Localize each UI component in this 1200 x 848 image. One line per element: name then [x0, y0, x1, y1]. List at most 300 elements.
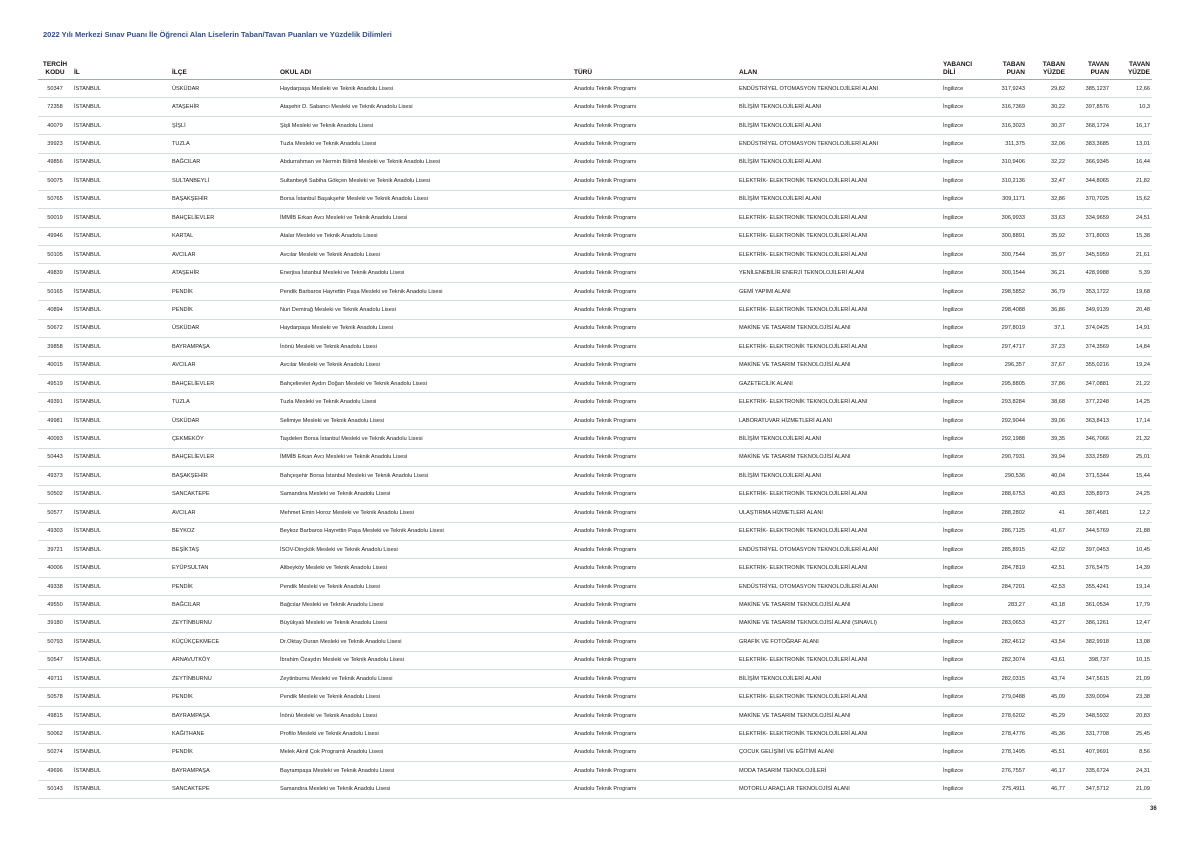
cell-alan: GAZETECİLİK ALANI: [737, 375, 941, 393]
cell-taban-puan: 316,7369: [983, 98, 1027, 116]
cell-taban-yuzde: 40,04: [1027, 467, 1067, 485]
cell-tercih-kodu: 49550: [38, 596, 72, 614]
cell-taban-yuzde: 43,61: [1027, 651, 1067, 669]
cell-tercih-kodu: 50019: [38, 209, 72, 227]
cell-yabanci-dili: İngilizce: [941, 264, 983, 282]
cell-okul-adi: Tuzla Mesleki ve Teknik Anadolu Lisesi: [278, 393, 572, 411]
table-row: [38, 135, 1152, 153]
table-row: [38, 338, 1152, 356]
cell-tavan-yuzde: 19,14: [1111, 577, 1152, 595]
cell-tavan-yuzde: 14,25: [1111, 393, 1152, 411]
cell-taban-yuzde: 32,47: [1027, 172, 1067, 190]
cell-taban-puan: 310,2136: [983, 172, 1027, 190]
cell-taban-puan: 290,7931: [983, 448, 1027, 466]
table-row: [38, 98, 1152, 116]
cell-il: İSTANBUL: [72, 559, 170, 577]
cell-okul-adi: Atalar Mesleki ve Teknik Anadolu Lisesi: [278, 227, 572, 245]
cell-tercih-kodu: 50502: [38, 485, 72, 503]
cell-taban-yuzde: 41: [1027, 504, 1067, 522]
cell-il: İSTANBUL: [72, 762, 170, 780]
cell-yabanci-dili: İngilizce: [941, 172, 983, 190]
table-row: [38, 153, 1152, 171]
cell-ilce: BEŞİKTAŞ: [170, 540, 278, 558]
cell-tavan-puan: 377,2248: [1067, 393, 1111, 411]
cell-ilce: BEYKOZ: [170, 522, 278, 540]
cell-yabanci-dili: İngilizce: [941, 375, 983, 393]
cell-alan: ELEKTRİK- ELEKTRONİK TEKNOLOJİLERİ ALANI: [737, 393, 941, 411]
cell-tavan-puan: 371,8003: [1067, 227, 1111, 245]
cell-turu: Anadolu Teknik Programı: [572, 651, 737, 669]
cell-taban-yuzde: 40,83: [1027, 485, 1067, 503]
cell-tercih-kodu: 50443: [38, 448, 72, 466]
cell-taban-puan: 296,357: [983, 356, 1027, 374]
cell-okul-adi: Avcılar Mesleki ve Teknik Anadolu Lisesi: [278, 356, 572, 374]
cell-taban-yuzde: 45,36: [1027, 725, 1067, 743]
cell-yabanci-dili: İngilizce: [941, 706, 983, 724]
cell-okul-adi: İMMİB Erkan Avcı Mesleki ve Teknik Anadolu Lisesi: [278, 448, 572, 466]
cell-il: İSTANBUL: [72, 172, 170, 190]
cell-taban-puan: 292,9044: [983, 411, 1027, 429]
cell-taban-yuzde: 37,67: [1027, 356, 1067, 374]
cell-ilce: PENDİK: [170, 577, 278, 595]
cell-tavan-puan: 407,9691: [1067, 743, 1111, 761]
cell-tavan-puan: 387,4681: [1067, 504, 1111, 522]
cell-tavan-yuzde: 10,15: [1111, 651, 1152, 669]
col-header-yabanci-dili: YABANCI DİLİ: [941, 55, 983, 80]
cell-alan: ELEKTRİK- ELEKTRONİK TEKNOLOJİLERİ ALANI: [737, 209, 941, 227]
cell-tavan-yuzde: 12,2: [1111, 504, 1152, 522]
cell-tavan-yuzde: 12,47: [1111, 614, 1152, 632]
cell-turu: Anadolu Teknik Programı: [572, 706, 737, 724]
cell-turu: Anadolu Teknik Programı: [572, 319, 737, 337]
cell-tercih-kodu: 49946: [38, 227, 72, 245]
cell-il: İSTANBUL: [72, 245, 170, 263]
table-row: [38, 116, 1152, 134]
cell-ilce: ÜSKÜDAR: [170, 319, 278, 337]
table-row: [38, 780, 1152, 798]
cell-okul-adi: Taşdelen Borsa İstanbul Mesleki ve Teknik Anadolu Lisesi: [278, 430, 572, 448]
cell-turu: Anadolu Teknik Programı: [572, 448, 737, 466]
cell-yabanci-dili: İngilizce: [941, 282, 983, 300]
cell-taban-yuzde: 45,51: [1027, 743, 1067, 761]
cell-il: İSTANBUL: [72, 116, 170, 134]
cell-turu: Anadolu Teknik Programı: [572, 209, 737, 227]
cell-il: İSTANBUL: [72, 467, 170, 485]
cell-yabanci-dili: İngilizce: [941, 522, 983, 540]
table-row: [38, 688, 1152, 706]
cell-yabanci-dili: İngilizce: [941, 153, 983, 171]
cell-tavan-puan: 376,5475: [1067, 559, 1111, 577]
cell-okul-adi: Sultanbeyli Sabiha Gökçen Mesleki ve Teknik Anadolu Lisesi: [278, 172, 572, 190]
cell-tercih-kodu: 39923: [38, 135, 72, 153]
cell-tavan-yuzde: 10,45: [1111, 540, 1152, 558]
cell-taban-yuzde: 36,86: [1027, 301, 1067, 319]
cell-ilce: TUZLA: [170, 135, 278, 153]
cell-ilce: PENDİK: [170, 743, 278, 761]
cell-tavan-puan: 335,6724: [1067, 762, 1111, 780]
cell-tavan-puan: 363,8413: [1067, 411, 1111, 429]
table-row: [38, 725, 1152, 743]
cell-tavan-puan: 347,0881: [1067, 375, 1111, 393]
cell-il: İSTANBUL: [72, 596, 170, 614]
cell-ilce: AVCILAR: [170, 504, 278, 522]
table-row: [38, 80, 1152, 98]
cell-tavan-puan: 355,4241: [1067, 577, 1111, 595]
cell-ilce: BAYRAMPAŞA: [170, 706, 278, 724]
cell-turu: Anadolu Teknik Programı: [572, 301, 737, 319]
cell-ilce: ZEYTİNBURNU: [170, 670, 278, 688]
cell-il: İSTANBUL: [72, 264, 170, 282]
cell-yabanci-dili: İngilizce: [941, 338, 983, 356]
cell-turu: Anadolu Teknik Programı: [572, 190, 737, 208]
cell-alan: MAKİNE VE TASARIM TEKNOLOJİSİ ALANI: [737, 706, 941, 724]
cell-yabanci-dili: İngilizce: [941, 743, 983, 761]
cell-alan: ELEKTRİK- ELEKTRONİK TEKNOLOJİLERİ ALANI: [737, 725, 941, 743]
cell-yabanci-dili: İngilizce: [941, 98, 983, 116]
cell-taban-yuzde: 39,94: [1027, 448, 1067, 466]
cell-tavan-yuzde: 14,84: [1111, 338, 1152, 356]
cell-ilce: BAHÇELİEVLER: [170, 448, 278, 466]
cell-il: İSTANBUL: [72, 282, 170, 300]
cell-taban-yuzde: 42,02: [1027, 540, 1067, 558]
cell-yabanci-dili: İngilizce: [941, 559, 983, 577]
cell-ilce: PENDİK: [170, 282, 278, 300]
page-title: 2022 Yılı Merkezi Sınav Puanı İle Öğrenci Alan Liselerin Taban/Tavan Puanları ve Yüzdelik Dilimleri: [43, 30, 392, 39]
col-header-tavan-yuzde: TAVAN YÜZDE: [1111, 55, 1152, 80]
cell-turu: Anadolu Teknik Programı: [572, 135, 737, 153]
cell-okul-adi: Mehmet Emin Horoz Mesleki ve Teknik Anadolu Lisesi: [278, 504, 572, 522]
cell-yabanci-dili: İngilizce: [941, 614, 983, 632]
cell-tavan-yuzde: 24,25: [1111, 485, 1152, 503]
cell-tercih-kodu: 50347: [38, 80, 72, 98]
cell-okul-adi: Abdurrahman ve Nermin Bilimli Mesleki ve Teknik Anadolu Lisesi: [278, 153, 572, 171]
cell-okul-adi: İbrahim Özaydın Mesleki ve Teknik Anadolu Lisesi: [278, 651, 572, 669]
cell-yabanci-dili: İngilizce: [941, 319, 983, 337]
cell-turu: Anadolu Teknik Programı: [572, 430, 737, 448]
cell-tavan-yuzde: 15,38: [1111, 227, 1152, 245]
cell-turu: Anadolu Teknik Programı: [572, 577, 737, 595]
table-row: [38, 706, 1152, 724]
cell-tavan-puan: 374,0425: [1067, 319, 1111, 337]
cell-taban-yuzde: 39,06: [1027, 411, 1067, 429]
cell-tavan-puan: 335,8973: [1067, 485, 1111, 503]
cell-turu: Anadolu Teknik Programı: [572, 670, 737, 688]
cell-turu: Anadolu Teknik Programı: [572, 282, 737, 300]
col-header-il: İL: [72, 55, 170, 80]
cell-tavan-puan: 347,5615: [1067, 670, 1111, 688]
cell-okul-adi: Ataşehir D. Sabancı Mesleki ve Teknik Anadolu Lisesi: [278, 98, 572, 116]
cell-tavan-puan: 347,5712: [1067, 780, 1111, 798]
cell-taban-puan: 288,6753: [983, 485, 1027, 503]
cell-taban-yuzde: 46,77: [1027, 780, 1067, 798]
table-row: [38, 375, 1152, 393]
cell-okul-adi: Pendik Mesleki ve Teknik Anadolu Lisesi: [278, 688, 572, 706]
cell-tercih-kodu: 40006: [38, 559, 72, 577]
cell-tavan-puan: 371,5344: [1067, 467, 1111, 485]
col-header-alan: ALAN: [737, 55, 941, 80]
cell-ilce: TUZLA: [170, 393, 278, 411]
cell-tercih-kodu: 50547: [38, 651, 72, 669]
cell-taban-puan: 279,0488: [983, 688, 1027, 706]
cell-turu: Anadolu Teknik Programı: [572, 411, 737, 429]
table-row: [38, 301, 1152, 319]
table-row: [38, 356, 1152, 374]
cell-yabanci-dili: İngilizce: [941, 651, 983, 669]
cell-taban-yuzde: 36,21: [1027, 264, 1067, 282]
cell-ilce: KÜÇÜKÇEKMECE: [170, 633, 278, 651]
cell-tercih-kodu: 50274: [38, 743, 72, 761]
cell-turu: Anadolu Teknik Programı: [572, 504, 737, 522]
cell-okul-adi: Pendik Mesleki ve Teknik Anadolu Lisesi: [278, 577, 572, 595]
cell-yabanci-dili: İngilizce: [941, 596, 983, 614]
cell-alan: ENDÜSTRİYEL OTOMASYON TEKNOLOJİLERİ ALANI: [737, 135, 941, 153]
cell-tavan-yuzde: 21,82: [1111, 172, 1152, 190]
cell-tercih-kodu: 49391: [38, 393, 72, 411]
cell-turu: Anadolu Teknik Programı: [572, 725, 737, 743]
cell-okul-adi: Alibeyköy Mesleki ve Teknik Anadolu Lisesi: [278, 559, 572, 577]
cell-tavan-puan: 353,1722: [1067, 282, 1111, 300]
cell-il: İSTANBUL: [72, 670, 170, 688]
cell-turu: Anadolu Teknik Programı: [572, 264, 737, 282]
cell-tavan-puan: 355,0216: [1067, 356, 1111, 374]
cell-tavan-yuzde: 21,61: [1111, 245, 1152, 263]
cell-taban-puan: 282,0315: [983, 670, 1027, 688]
cell-il: İSTANBUL: [72, 430, 170, 448]
cell-ilce: KARTAL: [170, 227, 278, 245]
cell-taban-yuzde: 33,63: [1027, 209, 1067, 227]
cell-okul-adi: İMMİB Erkan Avcı Mesleki ve Teknik Anadolu Lisesi: [278, 209, 572, 227]
table-row: [38, 743, 1152, 761]
cell-turu: Anadolu Teknik Programı: [572, 467, 737, 485]
col-header-taban-puan: TABAN PUAN: [983, 55, 1027, 80]
cell-alan: MODA TASARIM TEKNOLOJİLERİ: [737, 762, 941, 780]
col-header-okul-adi: OKUL ADI: [278, 55, 572, 80]
cell-okul-adi: Melek Aknil Çok Programlı Anadolu Lisesi: [278, 743, 572, 761]
cell-turu: Anadolu Teknik Programı: [572, 780, 737, 798]
table-row: [38, 670, 1152, 688]
cell-turu: Anadolu Teknik Programı: [572, 356, 737, 374]
cell-tercih-kodu: 50577: [38, 504, 72, 522]
cell-turu: Anadolu Teknik Programı: [572, 172, 737, 190]
cell-alan: MAKİNE VE TASARIM TEKNOLOJİSİ ALANI: [737, 448, 941, 466]
cell-il: İSTANBUL: [72, 651, 170, 669]
cell-alan: ELEKTRİK- ELEKTRONİK TEKNOLOJİLERİ ALANI: [737, 227, 941, 245]
col-header-turu: TÜRÜ: [572, 55, 737, 80]
col-header-tercih-kodu: TERCİH KODU: [38, 55, 72, 80]
cell-taban-puan: 278,4776: [983, 725, 1027, 743]
cell-turu: Anadolu Teknik Programı: [572, 614, 737, 632]
cell-tavan-puan: 345,5959: [1067, 245, 1111, 263]
cell-turu: Anadolu Teknik Programı: [572, 522, 737, 540]
cell-taban-yuzde: 42,51: [1027, 559, 1067, 577]
cell-il: İSTANBUL: [72, 614, 170, 632]
cell-ilce: ARNAVUTKÖY: [170, 651, 278, 669]
cell-taban-puan: 275,4911: [983, 780, 1027, 798]
cell-ilce: BAYRAMPAŞA: [170, 762, 278, 780]
cell-tercih-kodu: 49856: [38, 153, 72, 171]
cell-tavan-yuzde: 15,62: [1111, 190, 1152, 208]
cell-taban-yuzde: 30,22: [1027, 98, 1067, 116]
table-row: [38, 522, 1152, 540]
cell-alan: MAKİNE VE TASARIM TEKNOLOJİSİ ALANI: [737, 356, 941, 374]
cell-tavan-yuzde: 21,32: [1111, 430, 1152, 448]
cell-il: İSTANBUL: [72, 540, 170, 558]
cell-tavan-puan: 331,7708: [1067, 725, 1111, 743]
cell-taban-puan: 309,1171: [983, 190, 1027, 208]
page-number: 36: [1150, 806, 1157, 812]
cell-turu: Anadolu Teknik Programı: [572, 338, 737, 356]
cell-yabanci-dili: İngilizce: [941, 725, 983, 743]
table-row: [38, 227, 1152, 245]
table-row: [38, 596, 1152, 614]
cell-il: İSTANBUL: [72, 98, 170, 116]
cell-taban-puan: 298,4088: [983, 301, 1027, 319]
cell-taban-yuzde: 32,22: [1027, 153, 1067, 171]
cell-okul-adi: İSOV-Dinçkök Mesleki ve Teknik Anadolu Lisesi: [278, 540, 572, 558]
cell-turu: Anadolu Teknik Programı: [572, 98, 737, 116]
cell-tercih-kodu: 49981: [38, 411, 72, 429]
cell-tercih-kodu: 49373: [38, 467, 72, 485]
cell-taban-puan: 285,8915: [983, 540, 1027, 558]
cell-alan: ELEKTRİK- ELEKTRONİK TEKNOLOJİLERİ ALANI: [737, 338, 941, 356]
cell-tavan-yuzde: 24,51: [1111, 209, 1152, 227]
cell-il: İSTANBUL: [72, 393, 170, 411]
cell-taban-yuzde: 43,54: [1027, 633, 1067, 651]
table-row: [38, 172, 1152, 190]
cell-ilce: ÇEKMEKÖY: [170, 430, 278, 448]
cell-tavan-yuzde: 14,39: [1111, 559, 1152, 577]
cell-taban-puan: 317,9243: [983, 80, 1027, 98]
cell-tavan-puan: 348,5932: [1067, 706, 1111, 724]
cell-taban-yuzde: 29,82: [1027, 80, 1067, 98]
cell-il: İSTANBUL: [72, 725, 170, 743]
cell-ilce: SANCAKTEPE: [170, 780, 278, 798]
cell-turu: Anadolu Teknik Programı: [572, 762, 737, 780]
cell-taban-yuzde: 32,06: [1027, 135, 1067, 153]
cell-turu: Anadolu Teknik Programı: [572, 375, 737, 393]
cell-tavan-yuzde: 21,22: [1111, 375, 1152, 393]
cell-tercih-kodu: 49815: [38, 706, 72, 724]
cell-okul-adi: İnönü Mesleki ve Teknik Anadolu Lisesi: [278, 338, 572, 356]
cell-turu: Anadolu Teknik Programı: [572, 688, 737, 706]
cell-yabanci-dili: İngilizce: [941, 190, 983, 208]
cell-taban-yuzde: 43,18: [1027, 596, 1067, 614]
cell-yabanci-dili: İngilizce: [941, 116, 983, 134]
cell-tercih-kodu: 72358: [38, 98, 72, 116]
table-row: [38, 411, 1152, 429]
cell-yabanci-dili: İngilizce: [941, 448, 983, 466]
cell-il: İSTANBUL: [72, 448, 170, 466]
cell-okul-adi: Haydarpaşa Mesleki ve Teknik Anadolu Lisesi: [278, 319, 572, 337]
cell-okul-adi: Avcılar Mesleki ve Teknik Anadolu Lisesi: [278, 245, 572, 263]
cell-okul-adi: Bayrampaşa Mesleki ve Teknik Anadolu Lisesi: [278, 762, 572, 780]
cell-alan: BİLİŞİM TEKNOLOJİLERİ ALANI: [737, 467, 941, 485]
cell-ilce: PENDİK: [170, 301, 278, 319]
cell-turu: Anadolu Teknik Programı: [572, 540, 737, 558]
cell-okul-adi: Bahçelievler Aydın Doğan Mesleki ve Teknik Anadolu Lisesi: [278, 375, 572, 393]
table-row: [38, 633, 1152, 651]
cell-turu: Anadolu Teknik Programı: [572, 559, 737, 577]
cell-taban-yuzde: 37,86: [1027, 375, 1067, 393]
cell-il: İSTANBUL: [72, 706, 170, 724]
cell-il: İSTANBUL: [72, 743, 170, 761]
cell-ilce: BAŞAKŞEHİR: [170, 467, 278, 485]
cell-tavan-puan: 346,7066: [1067, 430, 1111, 448]
cell-taban-puan: 286,7125: [983, 522, 1027, 540]
cell-tavan-yuzde: 16,44: [1111, 153, 1152, 171]
table-row: [38, 467, 1152, 485]
cell-tavan-puan: 333,2589: [1067, 448, 1111, 466]
cell-alan: MAKİNE VE TASARIM TEKNOLOJİSİ ALANI: [737, 319, 941, 337]
cell-yabanci-dili: İngilizce: [941, 780, 983, 798]
cell-tavan-puan: 339,0094: [1067, 688, 1111, 706]
cell-taban-puan: 306,9933: [983, 209, 1027, 227]
cell-tavan-puan: 386,1261: [1067, 614, 1111, 632]
cell-il: İSTANBUL: [72, 375, 170, 393]
cell-tercih-kodu: 50143: [38, 780, 72, 798]
cell-ilce: AVCILAR: [170, 245, 278, 263]
cell-turu: Anadolu Teknik Programı: [572, 485, 737, 503]
cell-alan: ULAŞTIRMA HİZMETLERİ ALANI: [737, 504, 941, 522]
cell-okul-adi: Tuzla Mesleki ve Teknik Anadolu Lisesi: [278, 135, 572, 153]
cell-tavan-yuzde: 21,09: [1111, 780, 1152, 798]
cell-turu: Anadolu Teknik Programı: [572, 116, 737, 134]
cell-ilce: BAŞAKŞEHİR: [170, 190, 278, 208]
cell-okul-adi: Profilo Mesleki ve Teknik Anadolu Lisesi: [278, 725, 572, 743]
cell-taban-puan: 278,1495: [983, 743, 1027, 761]
table-row: [38, 430, 1152, 448]
cell-taban-puan: 300,1544: [983, 264, 1027, 282]
cell-il: İSTANBUL: [72, 319, 170, 337]
table-row: [38, 559, 1152, 577]
cell-taban-puan: 282,4612: [983, 633, 1027, 651]
cell-okul-adi: Şişli Mesleki ve Teknik Anadolu Lisesi: [278, 116, 572, 134]
cell-il: İSTANBUL: [72, 633, 170, 651]
cell-tavan-puan: 361,0534: [1067, 596, 1111, 614]
cell-alan: GRAFİK VE FOTOĞRAF ALANI: [737, 633, 941, 651]
cell-tavan-yuzde: 19,68: [1111, 282, 1152, 300]
cell-ilce: ZEYTİNBURNU: [170, 614, 278, 632]
cell-il: İSTANBUL: [72, 485, 170, 503]
table-row: [38, 319, 1152, 337]
cell-il: İSTANBUL: [72, 356, 170, 374]
cell-yabanci-dili: İngilizce: [941, 393, 983, 411]
cell-ilce: EYÜPSULTAN: [170, 559, 278, 577]
cell-tercih-kodu: 39180: [38, 614, 72, 632]
cell-alan: ENDÜSTRİYEL OTOMASYON TEKNOLOJİLERİ ALANI: [737, 540, 941, 558]
cell-yabanci-dili: İngilizce: [941, 135, 983, 153]
cell-tercih-kodu: 40894: [38, 301, 72, 319]
cell-tavan-yuzde: 25,01: [1111, 448, 1152, 466]
cell-taban-puan: 300,7544: [983, 245, 1027, 263]
cell-tavan-puan: 344,5769: [1067, 522, 1111, 540]
cell-tavan-puan: 397,0453: [1067, 540, 1111, 558]
cell-taban-puan: 278,6202: [983, 706, 1027, 724]
cell-yabanci-dili: İngilizce: [941, 504, 983, 522]
cell-taban-puan: 283,0653: [983, 614, 1027, 632]
cell-alan: MOTORLU ARAÇLAR TEKNOLOJİSİ ALANI: [737, 780, 941, 798]
cell-taban-puan: 290,536: [983, 467, 1027, 485]
cell-tercih-kodu: 40015: [38, 356, 72, 374]
cell-yabanci-dili: İngilizce: [941, 762, 983, 780]
cell-okul-adi: Zeytinburnu Mesleki ve Teknik Anadolu Lisesi: [278, 670, 572, 688]
cell-okul-adi: Beykoz Barbaros Hayrettin Paşa Mesleki ve Teknik Anadolu Lisesi: [278, 522, 572, 540]
table-row: [38, 448, 1152, 466]
cell-alan: ELEKTRİK- ELEKTRONİK TEKNOLOJİLERİ ALANI: [737, 688, 941, 706]
cell-yabanci-dili: İngilizce: [941, 633, 983, 651]
cell-alan: ÇOCUK GELİŞİMİ VE EĞİTİMİ ALANI: [737, 743, 941, 761]
cell-taban-puan: 311,375: [983, 135, 1027, 153]
